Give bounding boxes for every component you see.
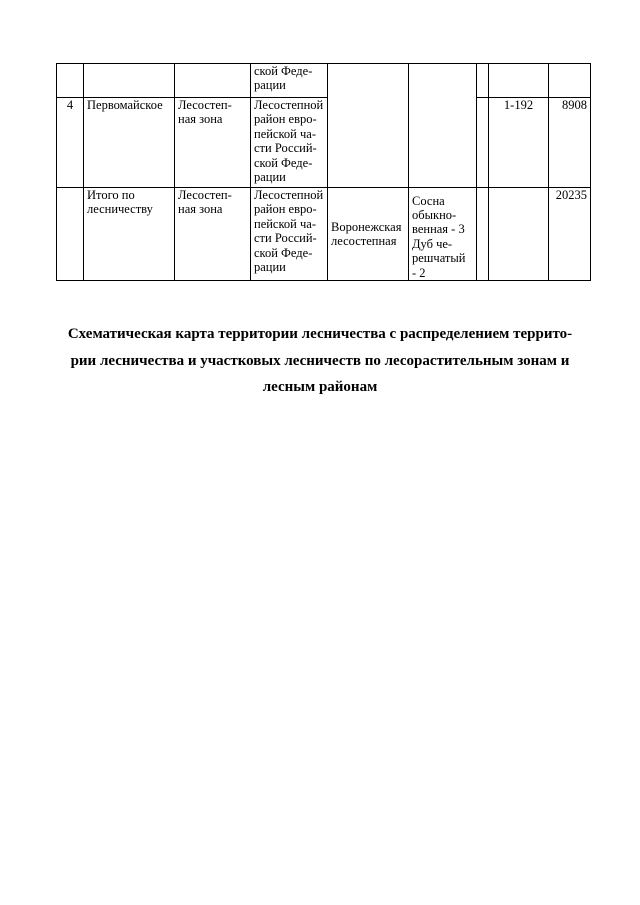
cell-quarters [489,64,549,98]
cell-zone: Лесостеп- ная зона [175,188,251,281]
heading-line: лесным районам [262,379,378,395]
heading-line: Схематическая карта территории лесничества с распределением террито- [67,326,573,342]
cell-blank [477,188,489,281]
heading-line: рии лесничества и участковых лесничеств по лесорастительным зонам и [70,352,570,369]
cell-quarters [489,188,549,281]
cell-blank [477,98,489,188]
cell-district: ской Феде- рации [251,64,328,98]
table-row [57,64,591,98]
table-row [57,98,591,188]
cell-zone: Лесостеп- ная зона [175,98,251,188]
cell-blank [477,64,489,98]
cell-name [84,64,175,98]
cell-district: Лесостепной район евро- пейской ча- сти Россий- ской Феде- рации [251,98,328,188]
cell-species [409,64,477,188]
cell-name: Первомайское [84,98,175,188]
table-row [57,188,591,281]
cell-num [57,64,84,98]
cell-num [57,188,84,281]
cell-quarters: 1-192 [489,98,549,188]
cell-name: Итого по лесничеству [84,188,175,281]
cell-region: Воронежская лесостепная [328,188,409,281]
cell-area [549,64,591,98]
cell-zone [175,64,251,98]
map-section-heading [60,321,580,401]
cell-num: 4 [57,98,84,188]
cell-district: Лесостепной район евро- пейской ча- сти Россий- ской Феде- рации [251,188,328,281]
cell-species: Сосна обыкно- венная - 3 Дуб че- решчатый - 2 [409,188,477,281]
cell-area: 20235 [549,188,591,281]
cell-region [328,64,409,188]
cell-area: 8908 [549,98,591,188]
forestry-table [56,63,591,281]
